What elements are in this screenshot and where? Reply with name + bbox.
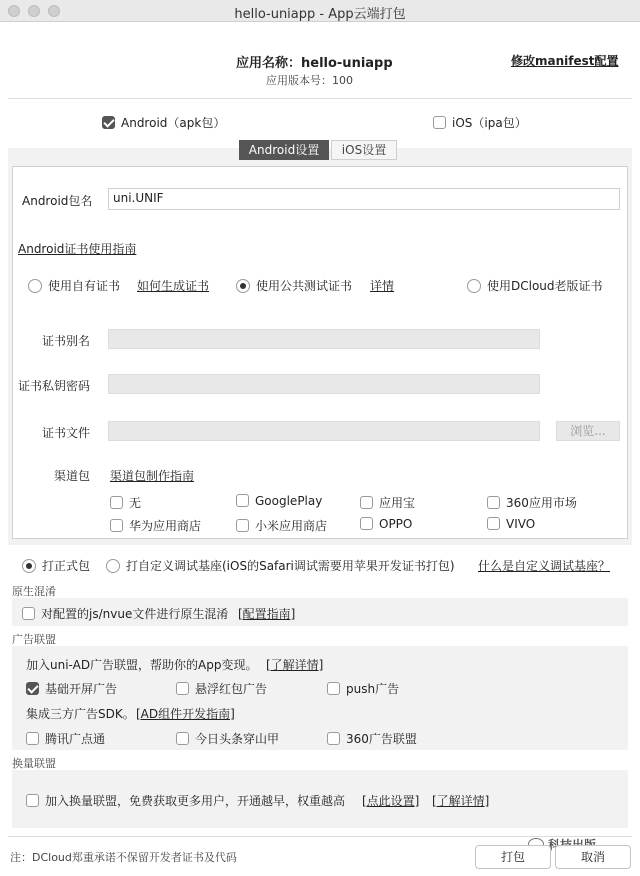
ios-platform-option[interactable] bbox=[433, 114, 527, 131]
channel-checkbox[interactable] bbox=[360, 496, 373, 509]
channel-checkbox[interactable] bbox=[487, 517, 500, 530]
obfuscation-section-title: 原生混淆 bbox=[12, 585, 56, 598]
channel-option-xiaomi[interactable] bbox=[236, 517, 327, 534]
window-title: hello-uniapp - App云端打包 bbox=[234, 7, 406, 22]
ad-sdk-option-pangle[interactable] bbox=[176, 730, 279, 747]
package-name-value: uni.UNIF bbox=[113, 191, 164, 205]
channel-checkbox[interactable] bbox=[110, 496, 123, 509]
ad-sdk-checkbox[interactable] bbox=[327, 732, 340, 745]
cert-file-input[interactable] bbox=[108, 421, 540, 441]
ad-sdk-checkbox[interactable] bbox=[176, 732, 189, 745]
pack-button[interactable]: 打包 bbox=[475, 845, 551, 869]
channel-option-oppo[interactable] bbox=[360, 517, 412, 531]
cert-alias-label: 证书别名 bbox=[42, 334, 91, 348]
public-test-cert-option[interactable] bbox=[236, 277, 352, 294]
cert-detail-link[interactable]: 详情 bbox=[370, 279, 395, 293]
edit-manifest-link[interactable]: 修改manifest配置 bbox=[511, 54, 619, 68]
custom-base-radio[interactable] bbox=[106, 559, 120, 573]
channel-guide-link[interactable]: 渠道包制作指南 bbox=[110, 469, 195, 483]
ad-label-redpacket: 悬浮红包广告 bbox=[195, 682, 268, 696]
cert-password-label: 证书私钥密码 bbox=[18, 379, 91, 393]
channel-label: 渠道包 bbox=[54, 469, 91, 483]
channel-label-xiaomi: 小米应用商店 bbox=[255, 519, 328, 533]
tab-android-settings[interactable]: Android设置 bbox=[239, 140, 329, 160]
android-platform-label: Android（apk包） bbox=[121, 116, 226, 130]
channel-option-huawei[interactable] bbox=[110, 517, 201, 534]
public-test-cert-radio[interactable] bbox=[236, 279, 250, 293]
channel-checkbox[interactable] bbox=[236, 494, 249, 507]
cert-password-input[interactable] bbox=[108, 374, 540, 394]
ad-component-guide-link[interactable]: [AD组件开发指南] bbox=[136, 707, 235, 721]
android-platform-option[interactable] bbox=[102, 114, 225, 131]
channel-option-vivo[interactable] bbox=[487, 517, 535, 531]
exchange-checkbox[interactable] bbox=[26, 794, 39, 807]
cert-alias-input[interactable] bbox=[108, 329, 540, 349]
title-bar bbox=[0, 0, 640, 22]
ios-platform-label: iOS（ipa包） bbox=[452, 116, 527, 130]
ad-checkbox[interactable] bbox=[26, 682, 39, 695]
formal-build-option[interactable] bbox=[22, 557, 90, 574]
channel-checkbox[interactable] bbox=[487, 496, 500, 509]
ad-checkbox[interactable] bbox=[327, 682, 340, 695]
android-cert-guide-link[interactable]: Android证书使用指南 bbox=[18, 242, 137, 256]
formal-build-radio[interactable] bbox=[22, 559, 36, 573]
ad-intro: 加入uni-AD广告联盟，帮助你的App变现。 bbox=[26, 658, 258, 672]
channel-label-360: 360应用市场 bbox=[506, 496, 577, 510]
ad-sdk-option-tencent[interactable] bbox=[26, 730, 105, 747]
channel-label-huawei: 华为应用商店 bbox=[129, 519, 202, 533]
tab-ios-settings[interactable]: iOS设置 bbox=[331, 140, 397, 160]
ad-sdk-label-tencent: 腾讯广点通 bbox=[45, 732, 106, 746]
ad-option-splash[interactable] bbox=[26, 680, 117, 697]
ad-sdk-checkbox[interactable] bbox=[26, 732, 39, 745]
obfuscation-option[interactable] bbox=[22, 605, 228, 622]
exchange-detail-link[interactable]: [了解详情] bbox=[432, 794, 490, 808]
channel-option-yingyongbao[interactable] bbox=[360, 494, 415, 511]
android-checkbox[interactable] bbox=[102, 116, 115, 129]
ad-checkbox[interactable] bbox=[176, 682, 189, 695]
obfuscation-checkbox[interactable] bbox=[22, 607, 35, 620]
channel-label-vivo: VIVO bbox=[506, 517, 536, 531]
ad-option-push[interactable] bbox=[327, 680, 399, 697]
public-test-cert-label: 使用公共测试证书 bbox=[256, 279, 353, 293]
header-divider bbox=[8, 98, 632, 99]
channel-label-none: 无 bbox=[129, 496, 142, 510]
custom-base-option[interactable] bbox=[106, 557, 455, 574]
channel-label-googleplay: GooglePlay bbox=[255, 494, 323, 508]
own-cert-option[interactable] bbox=[28, 277, 120, 294]
channel-checkbox[interactable] bbox=[236, 519, 249, 532]
ad-sdk-label-360: 360广告联盟 bbox=[346, 732, 417, 746]
own-cert-label: 使用自有证书 bbox=[48, 279, 121, 293]
channel-checkbox[interactable] bbox=[360, 517, 373, 530]
dcloud-old-cert-option[interactable] bbox=[467, 277, 603, 294]
ad-detail-link[interactable]: [了解详情] bbox=[266, 658, 324, 672]
dcloud-old-cert-radio[interactable] bbox=[467, 279, 481, 293]
app-name: 应用名称：hello-uniapp bbox=[236, 56, 393, 71]
obfuscation-guide-link[interactable]: [配置指南] bbox=[238, 607, 296, 621]
dcloud-old-cert-label: 使用DCloud老版证书 bbox=[487, 279, 603, 293]
exchange-label: 加入换量联盟，免费获取更多用户，开通越早，权重越高 bbox=[45, 794, 346, 808]
ios-checkbox[interactable] bbox=[433, 116, 446, 129]
exchange-section-title: 换量联盟 bbox=[12, 757, 56, 770]
channel-option-360[interactable] bbox=[487, 494, 577, 511]
channel-option-none[interactable] bbox=[110, 494, 141, 511]
channel-checkbox[interactable] bbox=[110, 519, 123, 532]
formal-build-label: 打正式包 bbox=[42, 559, 91, 573]
ad-label-splash: 基础开屏广告 bbox=[45, 682, 118, 696]
cancel-button[interactable]: 取消 bbox=[555, 845, 631, 869]
ad-sdk-label-pangle: 今日头条穿山甲 bbox=[195, 732, 280, 746]
obfuscation-label: 对配置的js/nvue文件进行原生混淆 bbox=[41, 607, 229, 621]
exchange-option[interactable] bbox=[26, 792, 345, 809]
footer-note: 注：DCloud郑重承诺不保留开发者证书及代码 bbox=[10, 851, 237, 864]
custom-base-label: 打自定义调试基座(iOS的Safari调试需要用苹果开发证书打包) bbox=[126, 559, 455, 573]
own-cert-radio[interactable] bbox=[28, 279, 42, 293]
browse-button[interactable]: 浏览... bbox=[556, 421, 620, 441]
app-version: 应用版本号：100 bbox=[266, 74, 353, 87]
android-settings-box bbox=[12, 166, 628, 539]
ad-option-redpacket[interactable] bbox=[176, 680, 267, 697]
package-name-label: Android包名 bbox=[22, 194, 93, 208]
channel-label-yingyongbao: 应用宝 bbox=[379, 496, 416, 510]
channel-option-googleplay[interactable] bbox=[236, 494, 322, 508]
package-name-input[interactable] bbox=[108, 188, 620, 210]
ad-label-push: push广告 bbox=[346, 682, 400, 696]
how-generate-cert-link[interactable]: 如何生成证书 bbox=[137, 279, 210, 293]
custom-base-help-link[interactable]: 什么是自定义调试基座？ bbox=[478, 559, 611, 573]
channel-label-oppo: OPPO bbox=[379, 517, 413, 531]
exchange-settings-link[interactable]: [点此设置] bbox=[362, 794, 420, 808]
cert-file-label: 证书文件 bbox=[42, 426, 91, 440]
ad-sdk-intro: 集成三方广告SDK。 bbox=[26, 707, 135, 721]
ad-section-title: 广告联盟 bbox=[12, 633, 56, 646]
ad-sdk-option-360[interactable] bbox=[327, 730, 417, 747]
